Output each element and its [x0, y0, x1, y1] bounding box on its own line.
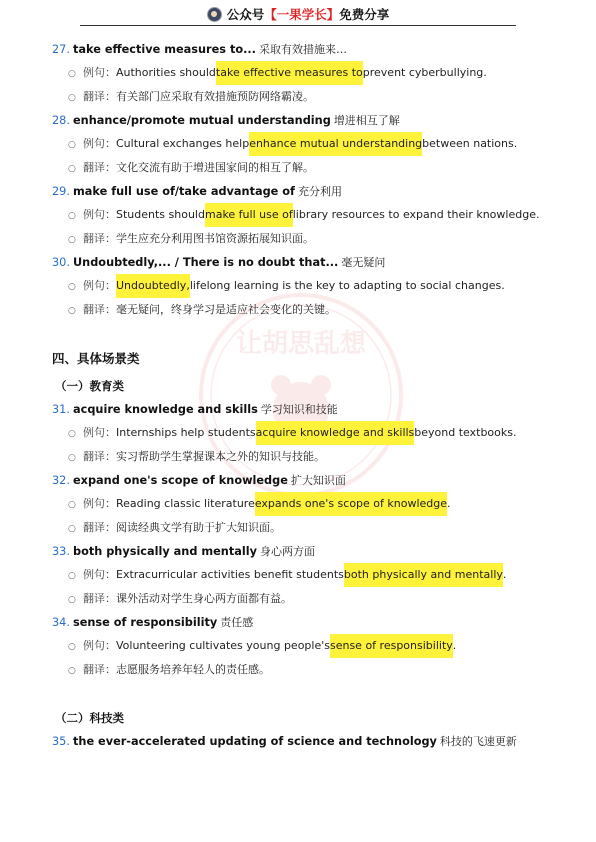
example-text-pre: Internships help students: [116, 426, 256, 439]
bullet-icon: ○: [68, 453, 76, 463]
example-line: [52, 203, 552, 227]
phrase-term: both physically and mentally: [73, 545, 257, 558]
example-line: [52, 274, 552, 298]
translation-text: 志愿服务培养年轻人的责任感。: [116, 663, 270, 676]
example-highlight: acquire knowledge and skills: [256, 421, 415, 445]
phrase-meaning: 增进相互了解: [333, 114, 400, 127]
example-text-pre: Reading classic literature: [116, 497, 255, 510]
subsection-heading-education: （一）教育类: [55, 379, 124, 393]
translation-label: 翻译：: [83, 232, 116, 245]
watermark-text: 让胡思乱想: [235, 329, 367, 359]
example-text-pre: Cultural exchanges help: [116, 137, 250, 150]
translation-text: 课外活动对学生身心两方面都有益。: [116, 592, 292, 605]
phrase-meaning: 学习知识和技能: [260, 403, 338, 416]
bullet-icon: ○: [68, 666, 76, 676]
bullet-icon: ○: [68, 571, 76, 581]
bullet-icon: ○: [68, 211, 76, 221]
header-suffix: 免费分享: [339, 7, 390, 22]
translation-label: 翻译：: [83, 450, 116, 463]
header-prefix: 公众号: [226, 7, 265, 22]
spacer: [52, 682, 552, 708]
translation-label: 翻译：: [83, 303, 116, 316]
phrase-heading: [52, 730, 552, 753]
example-line: [52, 61, 552, 85]
example-text-pre: Authorities should: [116, 66, 216, 79]
header-brand: [227, 5, 390, 23]
phrase-meaning: 科技的飞速更新: [439, 735, 517, 748]
example-line: [52, 492, 552, 516]
example-line: [52, 634, 552, 658]
phrase-item: [52, 180, 552, 251]
phrase-heading: [52, 251, 552, 274]
phrase-item: [52, 611, 552, 682]
bullet-icon: ○: [68, 642, 76, 652]
phrase-item: [52, 109, 552, 180]
phrase-meaning: 采取有效措施来…: [258, 43, 347, 56]
example-text-post: lifelong learning is the key to adapting to social changes.: [189, 279, 505, 292]
phrase-item: [52, 251, 552, 322]
phrase-number: 32.: [52, 474, 70, 487]
translation-line: [52, 298, 552, 322]
example-label: 例句：: [83, 497, 116, 510]
example-text-post: prevent cyberbullying.: [362, 66, 487, 79]
header-brand-name: 【一果学长】: [264, 7, 340, 22]
bullet-icon: ○: [68, 500, 76, 510]
phrase-term: take effective measures to...: [73, 43, 256, 56]
phrase-item: [52, 540, 552, 611]
example-text-post: beyond textbooks.: [414, 426, 517, 439]
bullet-icon: ○: [68, 306, 76, 316]
example-line: [52, 421, 552, 445]
translation-text: 学生应充分利用图书馆资源拓展知识面。: [116, 232, 314, 245]
example-text-post: library resources to expand their knowledge.: [292, 208, 540, 221]
example-label: 例句：: [83, 279, 116, 292]
phrase-item: [52, 730, 552, 753]
phrase-number: 27.: [52, 43, 70, 56]
translation-line: [52, 156, 552, 180]
bullet-icon: ○: [68, 524, 76, 534]
example-highlight: enhance mutual understanding: [249, 132, 422, 156]
example-line: [52, 563, 552, 587]
bullet-icon: ○: [68, 235, 76, 245]
example-highlight: Undoubtedly,: [116, 274, 190, 298]
phrase-item: [52, 469, 552, 540]
translation-label: 翻译：: [83, 663, 116, 676]
phrase-meaning: 扩大知识面: [290, 474, 346, 487]
phrase-number: 31.: [52, 403, 70, 416]
phrase-number: 35.: [52, 735, 70, 748]
translation-text: 实习帮助学生掌握课本之外的知识与技能。: [116, 450, 325, 463]
phrase-meaning: 身心两方面: [259, 545, 315, 558]
translation-label: 翻译：: [83, 592, 116, 605]
example-highlight: make full use of: [205, 203, 293, 227]
translation-line: [52, 658, 552, 682]
example-text-pre: Volunteering cultivates young people's: [116, 639, 330, 652]
phrase-number: 28.: [52, 114, 70, 127]
phrase-number: 29.: [52, 185, 70, 198]
example-text-post: .: [447, 497, 451, 510]
phrase-item: [52, 38, 552, 109]
example-line: [52, 132, 552, 156]
example-text-post: .: [452, 639, 457, 652]
example-highlight: both physically and mentally: [344, 563, 503, 587]
phrase-heading: [52, 398, 552, 421]
phrase-heading: [52, 540, 552, 563]
translation-text: 有关部门应采取有效措施预防网络霸凌。: [116, 90, 314, 103]
translation-line: [52, 516, 552, 540]
translation-text: 文化交流有助于增进国家间的相互了解。: [116, 161, 314, 174]
phrase-term: acquire knowledge and skills: [73, 403, 258, 416]
phrase-term: expand one's scope of knowledge: [73, 474, 288, 487]
section-heading: 四、具体场景类: [52, 351, 140, 366]
example-label: 例句：: [83, 66, 116, 79]
bullet-icon: ○: [68, 282, 76, 292]
phrase-heading: [52, 611, 552, 634]
phrase-heading: [52, 38, 552, 61]
example-label: 例句：: [83, 568, 116, 581]
phrase-number: 30.: [52, 256, 70, 269]
phrase-heading: [52, 180, 552, 203]
phrase-term: the ever-accelerated updating of science and technology: [73, 735, 437, 748]
page-header: [0, 0, 596, 28]
translation-text: 阅读经典文学有助于扩大知识面。: [116, 521, 281, 534]
translation-label: 翻译：: [83, 521, 116, 534]
example-highlight: expands one's scope of knowledge: [255, 492, 447, 516]
phrase-term: enhance/promote mutual understanding: [73, 114, 331, 127]
example-text-pre: Students should: [116, 208, 205, 221]
example-text-post: .: [502, 568, 507, 581]
phrase-meaning: 充分利用: [297, 185, 342, 198]
phrase-meaning: 责任感: [220, 616, 254, 629]
phrase-term: sense of responsibility: [73, 616, 218, 629]
bullet-icon: ○: [68, 140, 76, 150]
example-highlight: take effective measures to: [216, 61, 363, 85]
phrase-term: make full use of/take advantage of: [73, 185, 295, 198]
example-label: 例句：: [83, 639, 116, 652]
example-label: 例句：: [83, 137, 116, 150]
example-label: 例句：: [83, 426, 116, 439]
main-content: [52, 38, 552, 753]
example-highlight: sense of responsibility: [330, 634, 453, 658]
bullet-icon: ○: [68, 429, 76, 439]
header-divider: [80, 25, 516, 26]
translation-line: [52, 227, 552, 251]
translation-label: 翻译：: [83, 90, 116, 103]
translation-line: [52, 85, 552, 109]
bullet-icon: ○: [68, 164, 76, 174]
phrase-number: 33.: [52, 545, 70, 558]
bullet-icon: ○: [68, 595, 76, 605]
bullet-icon: ○: [68, 69, 76, 79]
translation-label: 翻译：: [83, 161, 116, 174]
example-text-pre: Extracurricular activities benefit students: [116, 568, 344, 581]
phrase-item: [52, 398, 552, 469]
translation-line: [52, 445, 552, 469]
subsection-heading-technology: （二）科技类: [55, 711, 124, 725]
translation-text: 毫无疑问，终身学习是适应社会变化的关键。: [116, 303, 336, 316]
phrase-heading: [52, 469, 552, 492]
translation-line: [52, 587, 552, 611]
phrase-meaning: 毫无疑问: [341, 256, 386, 269]
phrase-heading: [52, 109, 552, 132]
phrase-number: 34.: [52, 616, 70, 629]
avatar-icon: [207, 7, 222, 22]
example-label: 例句：: [83, 208, 116, 221]
bullet-icon: ○: [68, 93, 76, 103]
phrase-term: Undoubtedly,... / There is no doubt that...: [73, 256, 339, 269]
example-text-post: between nations.: [422, 137, 518, 150]
